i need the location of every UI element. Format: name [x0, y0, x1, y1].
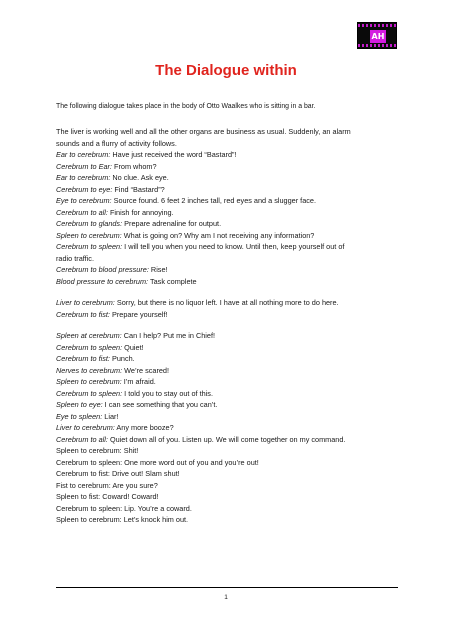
speaker-label: Cerebrum to fist:	[56, 354, 110, 363]
dialogue-text: Cerebrum to spleen: One more word out of you and you’re out!	[56, 457, 259, 467]
dialogue-line	[56, 184, 406, 196]
dialogue-text: Cerebrum to fist: Drive out! Slam shut!	[56, 469, 180, 478]
dialogue-line	[56, 480, 406, 492]
speaker-label: Cerebrum to all:	[56, 207, 108, 217]
paragraph-gap	[56, 320, 406, 330]
dialogue-text: Find “Bastard”?	[112, 184, 165, 194]
dialogue-text: Cerebrum to spleen: Lip. You’re a coward.	[56, 503, 192, 513]
dialogue-text: No clue. Ask eye.	[110, 173, 169, 182]
dialogue-text: Have just received the word “Bastard”!	[110, 150, 237, 159]
speaker-label: Nerves to cerebrum:	[56, 365, 123, 375]
dialogue-line	[56, 276, 406, 288]
dialogue-line	[56, 365, 406, 377]
dialogue-line	[56, 399, 406, 411]
dialogue-text: Quiet!	[122, 342, 144, 352]
dialogue-text: Spleen to cerebrum: Shit!	[56, 446, 139, 455]
speaker-label: Cerebrum to spleen:	[56, 242, 123, 251]
speaker-label: Eye to spleen:	[56, 411, 103, 421]
speaker-label: Cerebrum to eye:	[56, 184, 113, 194]
speaker-label: Liver to cerebrum:	[56, 298, 115, 307]
dialogue-text: Punch.	[109, 354, 135, 363]
dialogue-line	[56, 218, 406, 230]
speaker-label: Spleen to cerebrum:	[56, 230, 122, 240]
dialogue-line	[56, 330, 406, 342]
dialogue-line	[56, 514, 406, 526]
dialogue-text: sounds and a flurry of activity follows.	[56, 138, 177, 148]
dialogue-text: From whom?	[111, 161, 157, 171]
dialogue-text: Liar!	[102, 411, 119, 421]
dialogue-text: The liver is working well and all the other organs are business as usual. Suddenly, an alarm	[56, 127, 351, 136]
speaker-label: Cerebrum to fist:	[56, 309, 110, 319]
dialogue-line	[56, 161, 406, 173]
intro-paragraph: The following dialogue takes place in the body of Otto Waalkes who is sitting in a bar.	[56, 103, 316, 110]
logo-bottom-strip	[358, 44, 396, 47]
speaker-label: Blood pressure to cerebrum:	[56, 276, 149, 286]
speaker-label: Spleen at cerebrum:	[56, 331, 122, 340]
dialogue-line	[56, 411, 406, 423]
speaker-label: Liver to cerebrum:	[56, 423, 115, 432]
dialogue-line	[56, 230, 406, 242]
paragraph-gap	[56, 287, 406, 297]
page-title: The Dialogue within	[155, 62, 297, 79]
dialogue-text: Quiet down all of you. Listen up. We will come together on my command.	[107, 434, 346, 444]
dialogue-line	[56, 491, 406, 503]
speaker-label: Ear to cerebrum:	[56, 150, 111, 159]
dialogue-text: Prepare adrenaline for output.	[122, 219, 222, 228]
dialogue-text: Prepare yourself!	[109, 309, 168, 319]
dialogue-line	[56, 457, 406, 469]
dialogue-text: I told you to stay out of this.	[122, 388, 213, 398]
speaker-label: Cerebrum to glands:	[56, 219, 123, 228]
logo-mark: AH	[371, 32, 385, 41]
dialogue-text: Spleen to cerebrum: Let’s knock him out.	[56, 515, 189, 524]
dialogue-text: Source found. 6 feet 2 inches tall, red eyes and a slugger face.	[111, 196, 317, 205]
dialogue-text: I can see something that you can’t.	[102, 400, 218, 409]
dialogue-text: Fist to cerebrum: Are you sure?	[56, 480, 158, 490]
dialogue-line	[56, 445, 406, 457]
dialogue-text: I’m afraid.	[121, 377, 156, 386]
dialogue-line	[56, 503, 406, 515]
speaker-label: Cerebrum to spleen:	[56, 388, 123, 398]
dialogue-text: Can I help? Put me in Chief!	[121, 331, 216, 340]
dialogue-line	[56, 241, 406, 253]
dialogue-line	[56, 468, 406, 480]
dialogue-line	[56, 388, 406, 400]
dialogue-line	[56, 376, 406, 388]
dialogue-line	[56, 434, 406, 446]
speaker-label: Eye to cerebrum:	[56, 196, 112, 205]
dialogue-line	[56, 309, 406, 321]
dialogue-text: radio traffic.	[56, 253, 94, 263]
dialogue-text: Sorry, but there is no liquor left. I have at all nothing more to do here.	[114, 298, 339, 307]
dialogue-line	[56, 195, 406, 207]
speaker-label: Cerebrum to spleen:	[56, 342, 123, 352]
dialogue-line	[56, 126, 406, 138]
dialogue-line	[56, 149, 406, 161]
dialogue-line	[56, 172, 406, 184]
dialogue-text: Finish for annoying.	[107, 207, 174, 217]
page-number: 1	[224, 594, 228, 601]
speaker-label: Cerebrum to blood pressure:	[56, 265, 149, 274]
footer-rule	[56, 587, 398, 588]
speaker-label: Spleen to cerebrum:	[56, 377, 122, 386]
dialogue-text: I will tell you when you need to know. Until then, keep yourself out of	[122, 242, 345, 251]
dialogue-text: Rise!	[148, 265, 168, 274]
dialogue-line	[56, 207, 406, 219]
speaker-label: Ear to cerebrum:	[56, 173, 111, 182]
dialogue-text: What is going on? Why am I not receiving any information?	[121, 230, 315, 240]
logo-top-strip	[358, 24, 396, 27]
dialogue-line	[56, 264, 406, 276]
speaker-label: Cerebrum to all:	[56, 434, 108, 444]
dialogue-line	[56, 253, 406, 265]
dialogue-line	[56, 138, 406, 150]
dialogue-text: Any more booze?	[114, 423, 174, 432]
dialogue-text: We’re scared!	[122, 365, 170, 375]
dialogue-line	[56, 422, 406, 434]
publisher-logo	[357, 22, 397, 49]
dialogue-line	[56, 353, 406, 365]
speaker-label: Cerebrum to Ear:	[56, 161, 112, 171]
dialogue-text: Spleen to fist: Coward! Coward!	[56, 492, 159, 501]
dialogue-body	[56, 126, 406, 526]
dialogue-line	[56, 342, 406, 354]
dialogue-text: Task complete	[148, 276, 197, 286]
speaker-label: Spleen to eye:	[56, 400, 103, 409]
dialogue-line	[56, 297, 406, 309]
